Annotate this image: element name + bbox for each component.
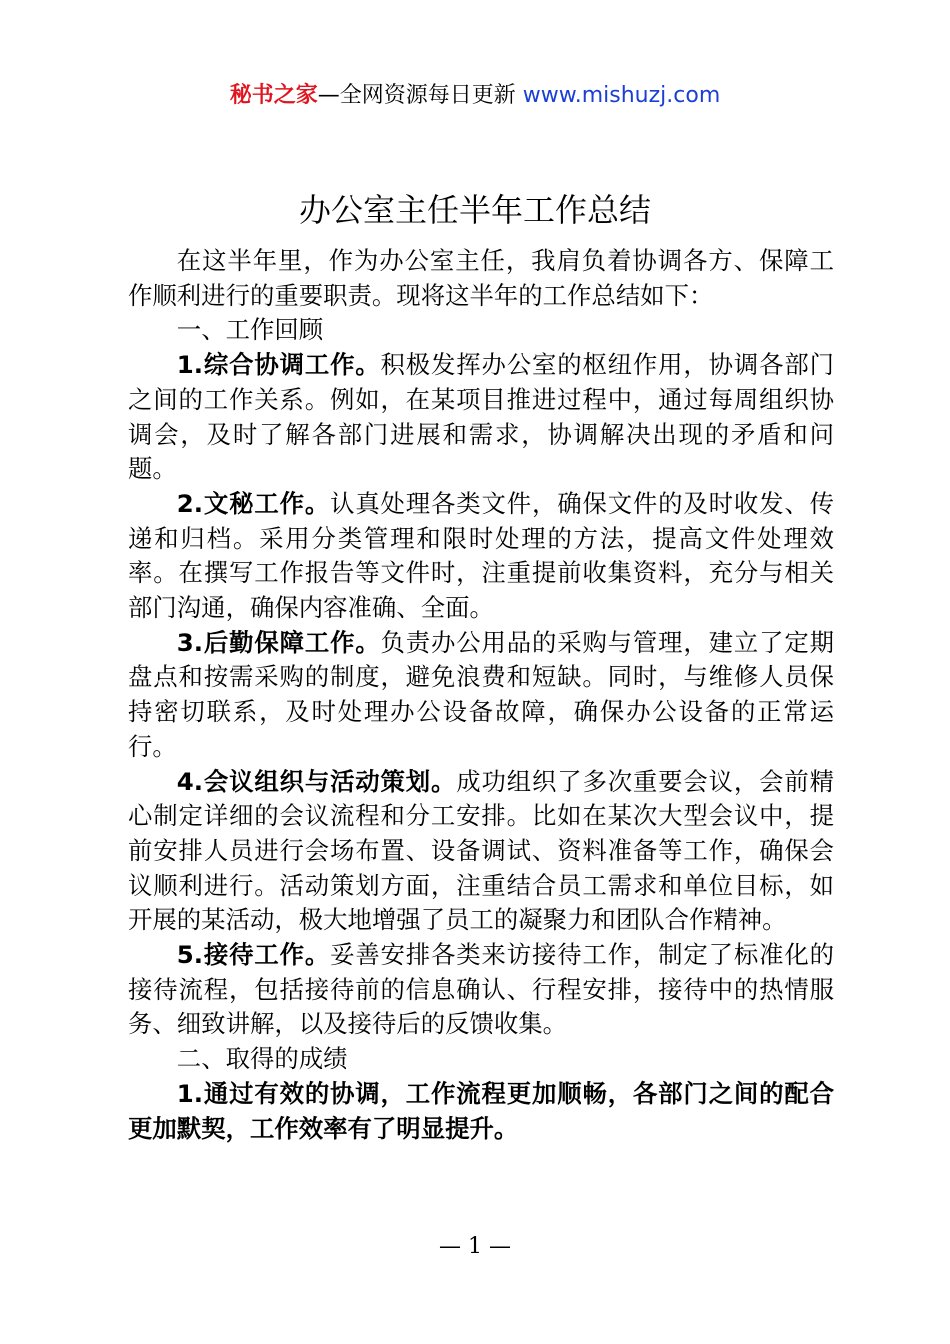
item-lead: 3.后勤保障工作。 bbox=[176, 627, 381, 657]
item-lead: 5.接待工作。 bbox=[176, 940, 331, 970]
item-paragraph bbox=[128, 765, 834, 939]
page-number: — 1 — bbox=[439, 1234, 511, 1259]
intro-paragraph: 在这半年里，作为办公室主任，我肩负着协调各方、保障工作顺利进行的重要职责。现将这半年的工作总结如下： bbox=[128, 246, 834, 310]
site-banner bbox=[0, 80, 950, 112]
item-paragraph bbox=[128, 938, 834, 1042]
item-paragraph bbox=[128, 487, 834, 626]
item-lead: 1.综合协调工作。 bbox=[176, 350, 381, 380]
document-body bbox=[128, 244, 834, 1146]
item-text: 成功组织了多次重要会议，会前精心制定详细的会议流程和分工安排。比如在某次大型会议中，提前安排人员进行会场布置、设备调试、资料准备等工作，确保会议顺利进行。活动策划方面，注重结合员工需求和单位目标，如开展的某活动，极大地增强了员工的凝聚力和团队合作精神。 bbox=[128, 766, 834, 935]
item-text: 负责办公用品的采购与管理，建立了定期盘点和按需采购的制度，避免浪费和短缺。同时，与维修人员保持密切联系，及时处理办公设备故障，确保办公设备的正常运行。 bbox=[128, 627, 834, 761]
section-heading-review: 一、工作回顾 bbox=[176, 315, 324, 345]
item-paragraph bbox=[128, 626, 834, 765]
item-text: 积极发挥办公室的枢纽作用，协调各部门之间的工作关系。例如，在某项目推进过程中，通过每周组织协调会，及时了解各部门进展和需求，协调解决出现的矛盾和问题。 bbox=[128, 350, 834, 484]
brand-name: 秘书之家 bbox=[229, 83, 318, 108]
document-title: 办公室主任半年工作总结 bbox=[298, 191, 651, 229]
item-text: 妥善安排各类来访接待工作，制定了标准化的接待流程，包括接待前的信息确认、行程安排，接待中的热情服务、细致讲解，以及接待后的反馈收集。 bbox=[128, 940, 834, 1039]
section-heading-achievements: 二、取得的成绩 bbox=[176, 1044, 348, 1074]
banner-tagline: —全网资源每日更新 bbox=[317, 83, 523, 108]
achievement-paragraph: 1.通过有效的协调，工作流程更加顺畅，各部门之间的配合更加默契，工作效率有了明显提升。 bbox=[128, 1078, 834, 1143]
item-text: 认真处理各类文件，确保文件的及时收发、传递和归档。采用分类管理和限时处理的方法，提高文件处理效率。在撰写工作报告等文件时，注重提前收集资料，充分与相关部门沟通，确保内容准确、全面。 bbox=[128, 488, 834, 623]
item-paragraph bbox=[128, 348, 834, 487]
item-lead: 4.会议组织与活动策划。 bbox=[176, 766, 457, 796]
item-lead: 2.文秘工作。 bbox=[176, 488, 331, 518]
site-url-link[interactable]: www.mishuzj.com bbox=[522, 83, 721, 108]
